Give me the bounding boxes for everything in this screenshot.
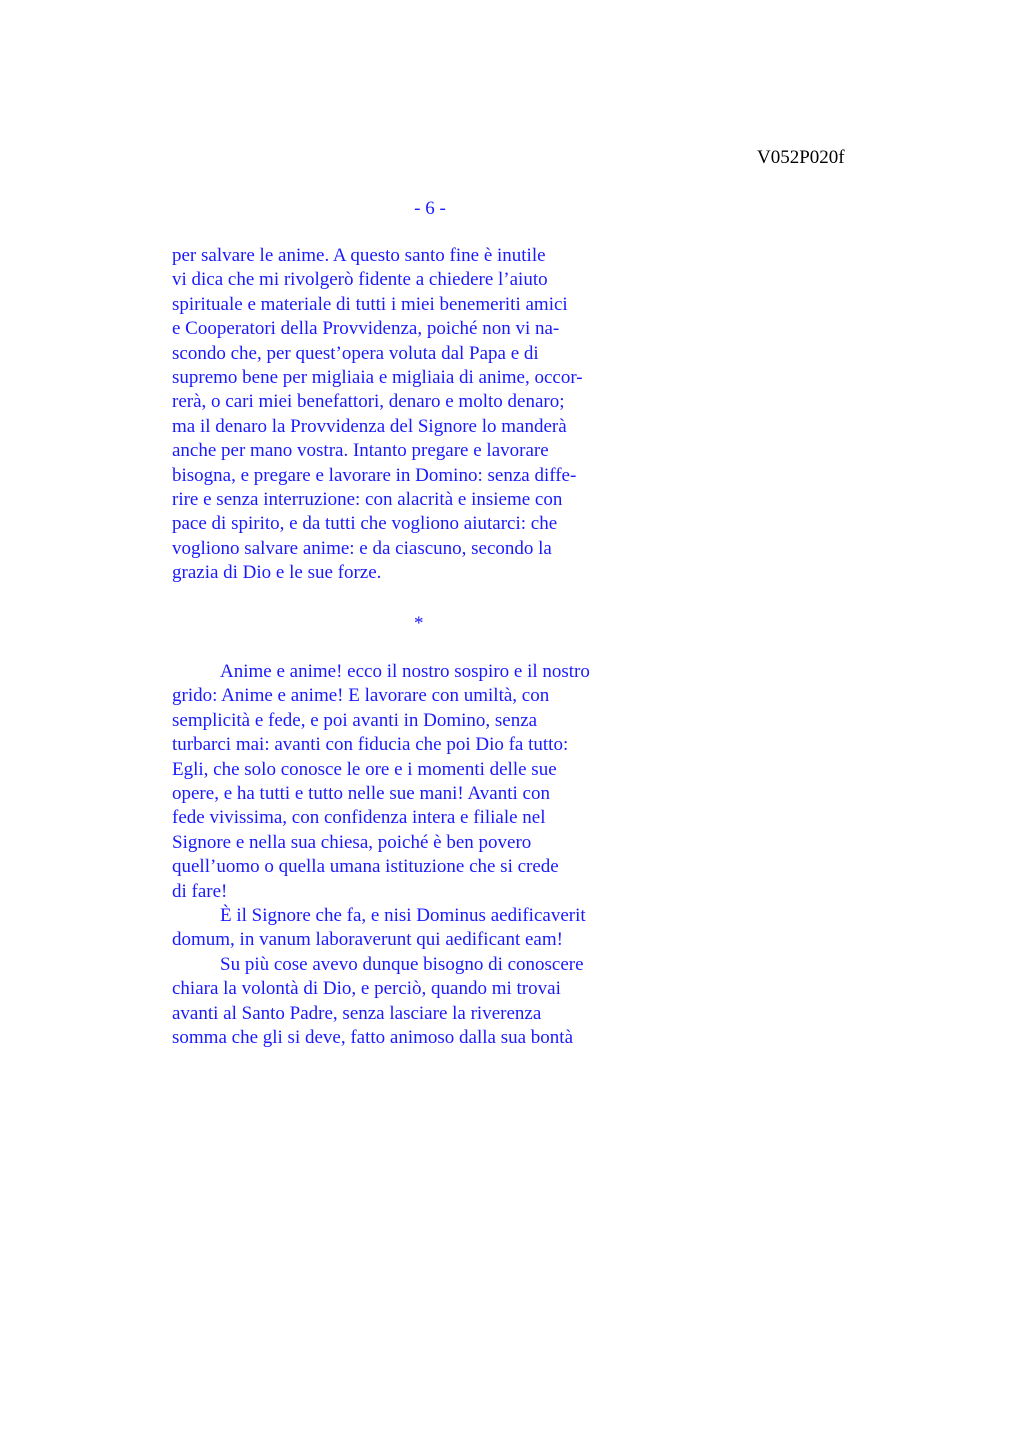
text-line: quell’uomo o quella umana istituzione che si crede (172, 856, 559, 878)
document-id: V052P020f (757, 147, 845, 168)
text-line: rerà, o cari miei benefattori, denaro e molto denaro; (172, 391, 565, 413)
text-line: turbarci mai: avanti con fiducia che poi Dio fa tutto: (172, 734, 569, 756)
text-line: fede vivissima, con confidenza intera e filiale nel (172, 807, 546, 829)
text-line: bisogna, e pregare e lavorare in Domino: senza diffe- (172, 464, 577, 486)
text-line: ma il denaro la Provvidenza del Signore lo manderà (172, 415, 567, 437)
text-line: supremo bene per migliaia e migliaia di anime, occor- (172, 367, 583, 389)
paragraph-anime (172, 660, 642, 1051)
text-line: vogliono salvare anime: e da ciascuno, secondo la (172, 537, 552, 559)
text-line: rire e senza interruzione: con alacrità e insieme con (172, 489, 563, 511)
text-line: scondo che, per quest’opera voluta dal Papa e di (172, 342, 539, 364)
text-line: grazia di Dio e le sue forze. (172, 562, 382, 584)
text-line: Signore e nella sua chiesa, poiché è ben povero (172, 831, 532, 853)
text-line: di fare! (172, 880, 228, 902)
text-line: vi dica che mi rivolgerò fidente a chiedere l’aiuto (172, 269, 548, 291)
text-line: pace di spirito, e da tutti che vogliono aiutarci: che (172, 513, 558, 535)
text-line: somma che gli si deve, fatto animoso dalla sua bontà (172, 1027, 574, 1049)
text-line: spirituale e materiale di tutti i miei benemeriti amici (172, 293, 568, 315)
section-separator: * (414, 613, 424, 634)
text-line: È il Signore che fa, e nisi Dominus aedificaverit (220, 905, 586, 927)
text-line: e Cooperatori della Provvidenza, poiché non vi na- (172, 318, 560, 340)
text-line: grido: Anime e anime! E lavorare con umiltà, con (172, 685, 550, 707)
text-line: Egli, che solo conosce le ore e i momenti delle sue (172, 758, 557, 780)
paragraph-continuation (172, 244, 642, 586)
text-line: anche per mano vostra. Intanto pregare e lavorare (172, 440, 549, 462)
text-line: chiara la volontà di Dio, e perciò, quando mi trovai (172, 978, 561, 1000)
text-line: Su più cose avevo dunque bisogno di conoscere (220, 953, 584, 975)
text-line: avanti al Santo Padre, senza lasciare la riverenza (172, 1002, 542, 1024)
text-line: opere, e ha tutti e tutto nelle sue mani! Avanti con (172, 783, 550, 805)
text-line: domum, in vanum laboraverunt qui aedificant eam! (172, 929, 563, 951)
text-line: Anime e anime! ecco il nostro sospiro e il nostro (220, 661, 590, 682)
page-number: - 6 - (414, 198, 446, 219)
text-line: semplicità e fede, e poi avanti in Domino, senza (172, 709, 538, 731)
text-line: per salvare le anime. A questo santo fine è inutile (172, 245, 546, 266)
